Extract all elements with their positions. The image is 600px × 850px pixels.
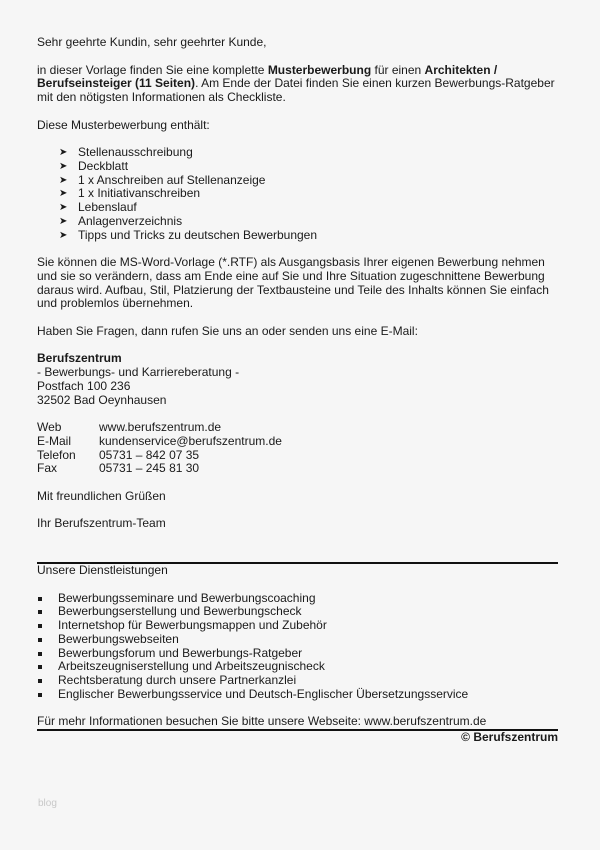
arrow-bullet-icon: ➤ xyxy=(59,215,68,227)
list-item xyxy=(37,619,558,633)
list-item-text: Bewerbungsseminare und Bewerbungscoaching xyxy=(58,590,316,605)
square-bullet-icon xyxy=(38,665,42,669)
list-item-text: Bewerbungsforum und Bewerbungs-Ratgeber xyxy=(58,645,303,660)
list-item xyxy=(37,229,558,243)
list-item xyxy=(37,660,558,674)
contact-phone xyxy=(37,449,558,463)
list-item xyxy=(37,187,558,201)
company-name: Berufszentrum xyxy=(37,351,122,366)
square-bullet-icon xyxy=(38,597,42,601)
contact-label: Web xyxy=(37,420,62,434)
intro-text: für einen xyxy=(371,62,425,77)
signature: Ihr Berufszentrum-Team xyxy=(37,516,166,531)
intro-bold: Musterbewerbung xyxy=(267,62,372,77)
list-item-text: Arbeitszeugniserstellung und Arbeitszeugnischeck xyxy=(58,659,325,674)
list-item-text: Internetshop für Bewerbungsmappen und Zubehör xyxy=(58,618,327,632)
company-subtitle: - Bewerbungs- und Karriereberatung - xyxy=(37,365,240,379)
greeting: Sehr geehrte Kundin, sehr geehrter Kunde, xyxy=(37,35,267,49)
services-heading: Unsere Dienstleistungen xyxy=(37,563,168,577)
square-bullet-icon xyxy=(38,638,42,642)
arrow-bullet-icon: ➤ xyxy=(59,160,68,172)
list-item xyxy=(37,215,558,229)
contact-fax xyxy=(37,462,558,476)
services-section xyxy=(37,562,558,744)
square-bullet-icon xyxy=(38,679,42,683)
contents-heading: Diese Musterbewerbung enthält: xyxy=(37,117,210,132)
square-bullet-icon xyxy=(38,652,42,656)
more-info: Für mehr Informationen besuchen Sie bitte unsere Webseite: www.berufszentrum.de xyxy=(37,714,487,729)
list-item-text: 1 x Anschreiben auf Stellenanzeige xyxy=(78,172,266,187)
list-item xyxy=(37,688,558,702)
intro-bold: Architekten / Berufseinsteiger (11 Seiten) xyxy=(37,62,498,91)
intro-text: . Am Ende der Datei finden Sie einen kurzen Bewerbungs-Ratgeber mit den nötigsten Informationen als Checkliste. xyxy=(37,76,555,104)
list-item xyxy=(37,633,558,647)
questions-text: Haben Sie Fragen, dann rufen Sie uns an oder senden uns eine E-Mail: xyxy=(37,323,418,338)
watermark: blog xyxy=(38,798,57,809)
list-item-text: Deckblatt xyxy=(78,158,129,173)
contents-list xyxy=(37,146,558,242)
document-body xyxy=(37,36,558,545)
list-item xyxy=(37,160,558,174)
square-bullet-icon xyxy=(38,693,42,697)
list-item xyxy=(37,605,558,619)
arrow-bullet-icon: ➤ xyxy=(59,188,68,200)
list-item xyxy=(37,174,558,188)
contact-value: 05731 – 245 81 30 xyxy=(99,461,200,476)
list-item xyxy=(37,201,558,215)
list-item xyxy=(37,674,558,688)
po-box: Postfach 100 236 xyxy=(37,378,131,393)
contact-label: E-Mail xyxy=(37,433,72,448)
list-item-text: Englischer Bewerbungsservice und Deutsch-Englischer Übersetzungsservice xyxy=(58,686,469,701)
closing: Mit freundlichen Grüßen xyxy=(37,488,166,503)
contact-web xyxy=(37,421,558,435)
address-block xyxy=(37,352,558,407)
arrow-bullet-icon: ➤ xyxy=(59,202,68,213)
arrow-bullet-icon: ➤ xyxy=(59,229,68,241)
list-item-text: Stellenausschreibung xyxy=(78,145,193,159)
list-item-text: Bewerbungserstellung und Bewerbungscheck xyxy=(58,604,302,619)
contact-value[interactable]: www.berufszentrum.de xyxy=(99,420,222,434)
arrow-bullet-icon: ➤ xyxy=(59,147,68,158)
list-item-text: Rechtsberatung durch unsere Partnerkanzlei xyxy=(58,673,297,687)
usage-paragraph: Sie können die MS-Word-Vorlage (*.RTF) als Ausgangsbasis Ihrer eigenen Bewerbung nehmen und sie so verändern, dass am Ende eine auf Sie und Ihre Situation zugeschnittene Bewerbung daraus wird. Aufbau, Stil, Platzierung der Textbausteine und Teile des Inhalts können Sie einfach und problemlos übernehmen. xyxy=(37,255,549,311)
square-bullet-icon xyxy=(38,610,42,614)
contact-email xyxy=(37,435,558,449)
list-item-text: 1 x Initiativanschreiben xyxy=(78,186,201,201)
list-item-text: Bewerbungswebseiten xyxy=(58,631,179,646)
contact-label: Telefon xyxy=(37,447,76,462)
list-item xyxy=(37,146,558,160)
contact-block xyxy=(37,421,558,476)
services-list xyxy=(37,592,558,702)
list-item xyxy=(37,592,558,606)
list-item xyxy=(37,647,558,661)
list-item-text: Lebenslauf xyxy=(78,200,137,214)
list-item-text: Tipps und Tricks zu deutschen Bewerbungen xyxy=(78,227,318,242)
intro-paragraph xyxy=(37,64,558,105)
contact-label: Fax xyxy=(37,461,58,476)
contact-value[interactable]: kundenservice@berufszentrum.de xyxy=(99,433,282,448)
copyright: © Berufszentrum xyxy=(461,730,558,744)
square-bullet-icon xyxy=(38,624,42,628)
arrow-bullet-icon: ➤ xyxy=(59,174,68,186)
list-item-text: Anlagenverzeichnis xyxy=(78,213,183,228)
city: 32502 Bad Oeynhausen xyxy=(37,392,167,407)
intro-text: in dieser Vorlage finden Sie eine komplette xyxy=(37,62,268,77)
contact-value: 05731 – 842 07 35 xyxy=(99,447,200,462)
